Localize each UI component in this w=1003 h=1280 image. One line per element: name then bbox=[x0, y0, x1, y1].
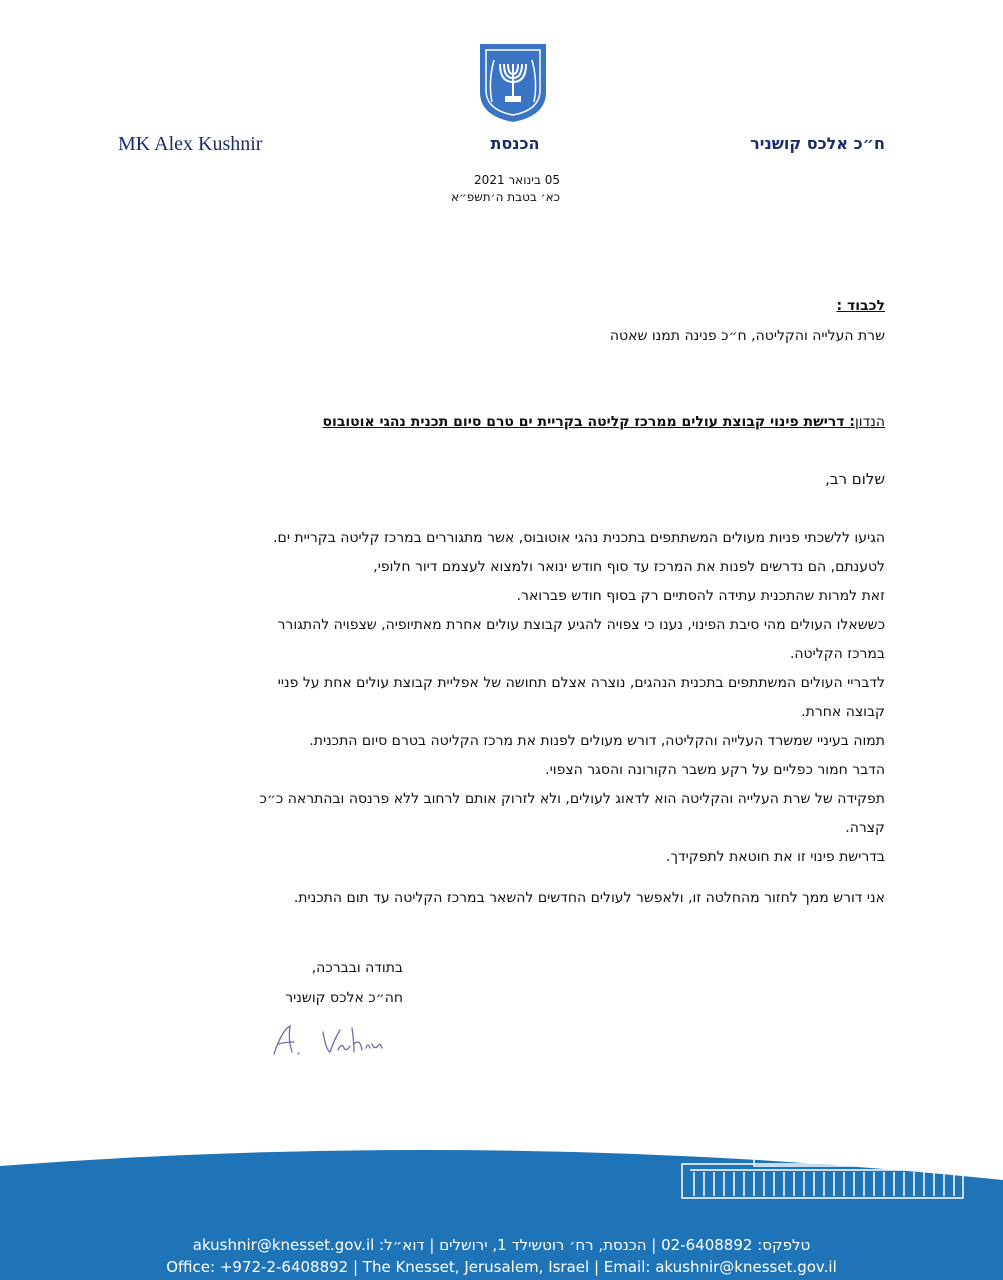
date-gregorian: 05 בינואר 2021 bbox=[474, 173, 560, 187]
body-line: קבוצה אחרת. bbox=[801, 704, 885, 720]
subject-text: : דרישת פינוי קבוצת עולים ממרכז קליטה בקריית ים טרם סיום תכנית נהגי אוטובוס bbox=[322, 414, 855, 430]
footer-banner bbox=[0, 1120, 1003, 1280]
signoff-name: חה״כ אלכס קושניר bbox=[285, 990, 403, 1006]
recipient-label: לכבוד : bbox=[836, 298, 885, 314]
footer-contact-hebrew: טלפקס: 02-6408892 | הכנסת, רח׳ רוטשילד 1, ירושלים | דוא״ל: akushnir@knesset.gov.il bbox=[192, 1236, 811, 1254]
body-line: הגיעו ללשכתי פניות מעולים המשתתפים בתכנית נהגי אוטובוס, אשר מתגוררים במרכז קליטה בקריית ים. bbox=[273, 530, 885, 546]
body-line: תמוה בעיניי שמשרד העלייה והקליטה, דורש מעולים לפנות את מרכז הקליטה בטרם סיום התכנית. bbox=[309, 733, 885, 749]
mk-name-hebrew: ח״כ אלכס קושניר bbox=[750, 134, 885, 153]
knesset-building-icon bbox=[680, 1158, 965, 1200]
closing-line: אני דורש ממך לחזור מהחלטה זו, ולאפשר לעולים החדשים להשאר במרכז הקליטה עד תום התכנית. bbox=[293, 890, 885, 906]
letter-body bbox=[120, 528, 885, 876]
body-line: במרכז הקליטה. bbox=[789, 646, 885, 662]
signoff-thanks: בתודה ובברכה, bbox=[311, 960, 403, 976]
body-line: זאת למרות שהתכנית עתידה להסתיים רק בסוף חודש פברואר. bbox=[516, 588, 885, 604]
subject-line bbox=[120, 414, 885, 430]
body-line: בדרישת פינוי זו את חוטאת לתפקידך. bbox=[666, 849, 885, 865]
body-line: לטענתם, הם נדרשים לפנות את המרכז עד סוף חודש ינואר ולמצוא לעצמם דיור חלופי, bbox=[373, 559, 885, 575]
handwritten-signature bbox=[268, 1020, 393, 1058]
body-line: כששאלו העולים מהי סיבת הפינוי, נענו כי צפויה להגיע קבוצת עולים אחרת מאתיופיה, שצפויה להתגורר bbox=[277, 617, 885, 633]
recipient-name: שרת העלייה והקליטה, ח״כ פנינה תמנו שאטה bbox=[609, 328, 885, 344]
knesset-emblem-icon bbox=[478, 42, 548, 124]
letter-date bbox=[330, 172, 560, 206]
body-line: תפקידה של שרת העלייה והקליטה הוא לדאוג לעולים, ולא לזרוק אותם לרחוב ללא פרנסה ובהתראה כ״כ bbox=[259, 791, 885, 807]
mk-name-english: MK Alex Kushnir bbox=[118, 133, 263, 155]
body-line: לדבריי העולים המשתתפים בתכנית הנהגים, נוצרה אצלם תחושה של אפליית קבוצת עולים אחת על פניי bbox=[277, 675, 885, 691]
footer-contact-english: Office: +972-2-6408892 | The Knesset, Jerusalem, Israel | Email: akushnir@knesset.gov.il bbox=[166, 1258, 837, 1276]
body-line: קצרה. bbox=[845, 820, 885, 836]
knesset-label: הכנסת bbox=[490, 134, 540, 153]
greeting: שלום רב, bbox=[825, 470, 885, 488]
subject-prefix: הנדון bbox=[854, 414, 885, 430]
body-line: הדבר חמור כפליים על רקע משבר הקורונה והסגר הצפוי. bbox=[545, 762, 885, 778]
date-hebrew: כא׳ בטבת ה׳תשפ״א bbox=[451, 190, 560, 204]
